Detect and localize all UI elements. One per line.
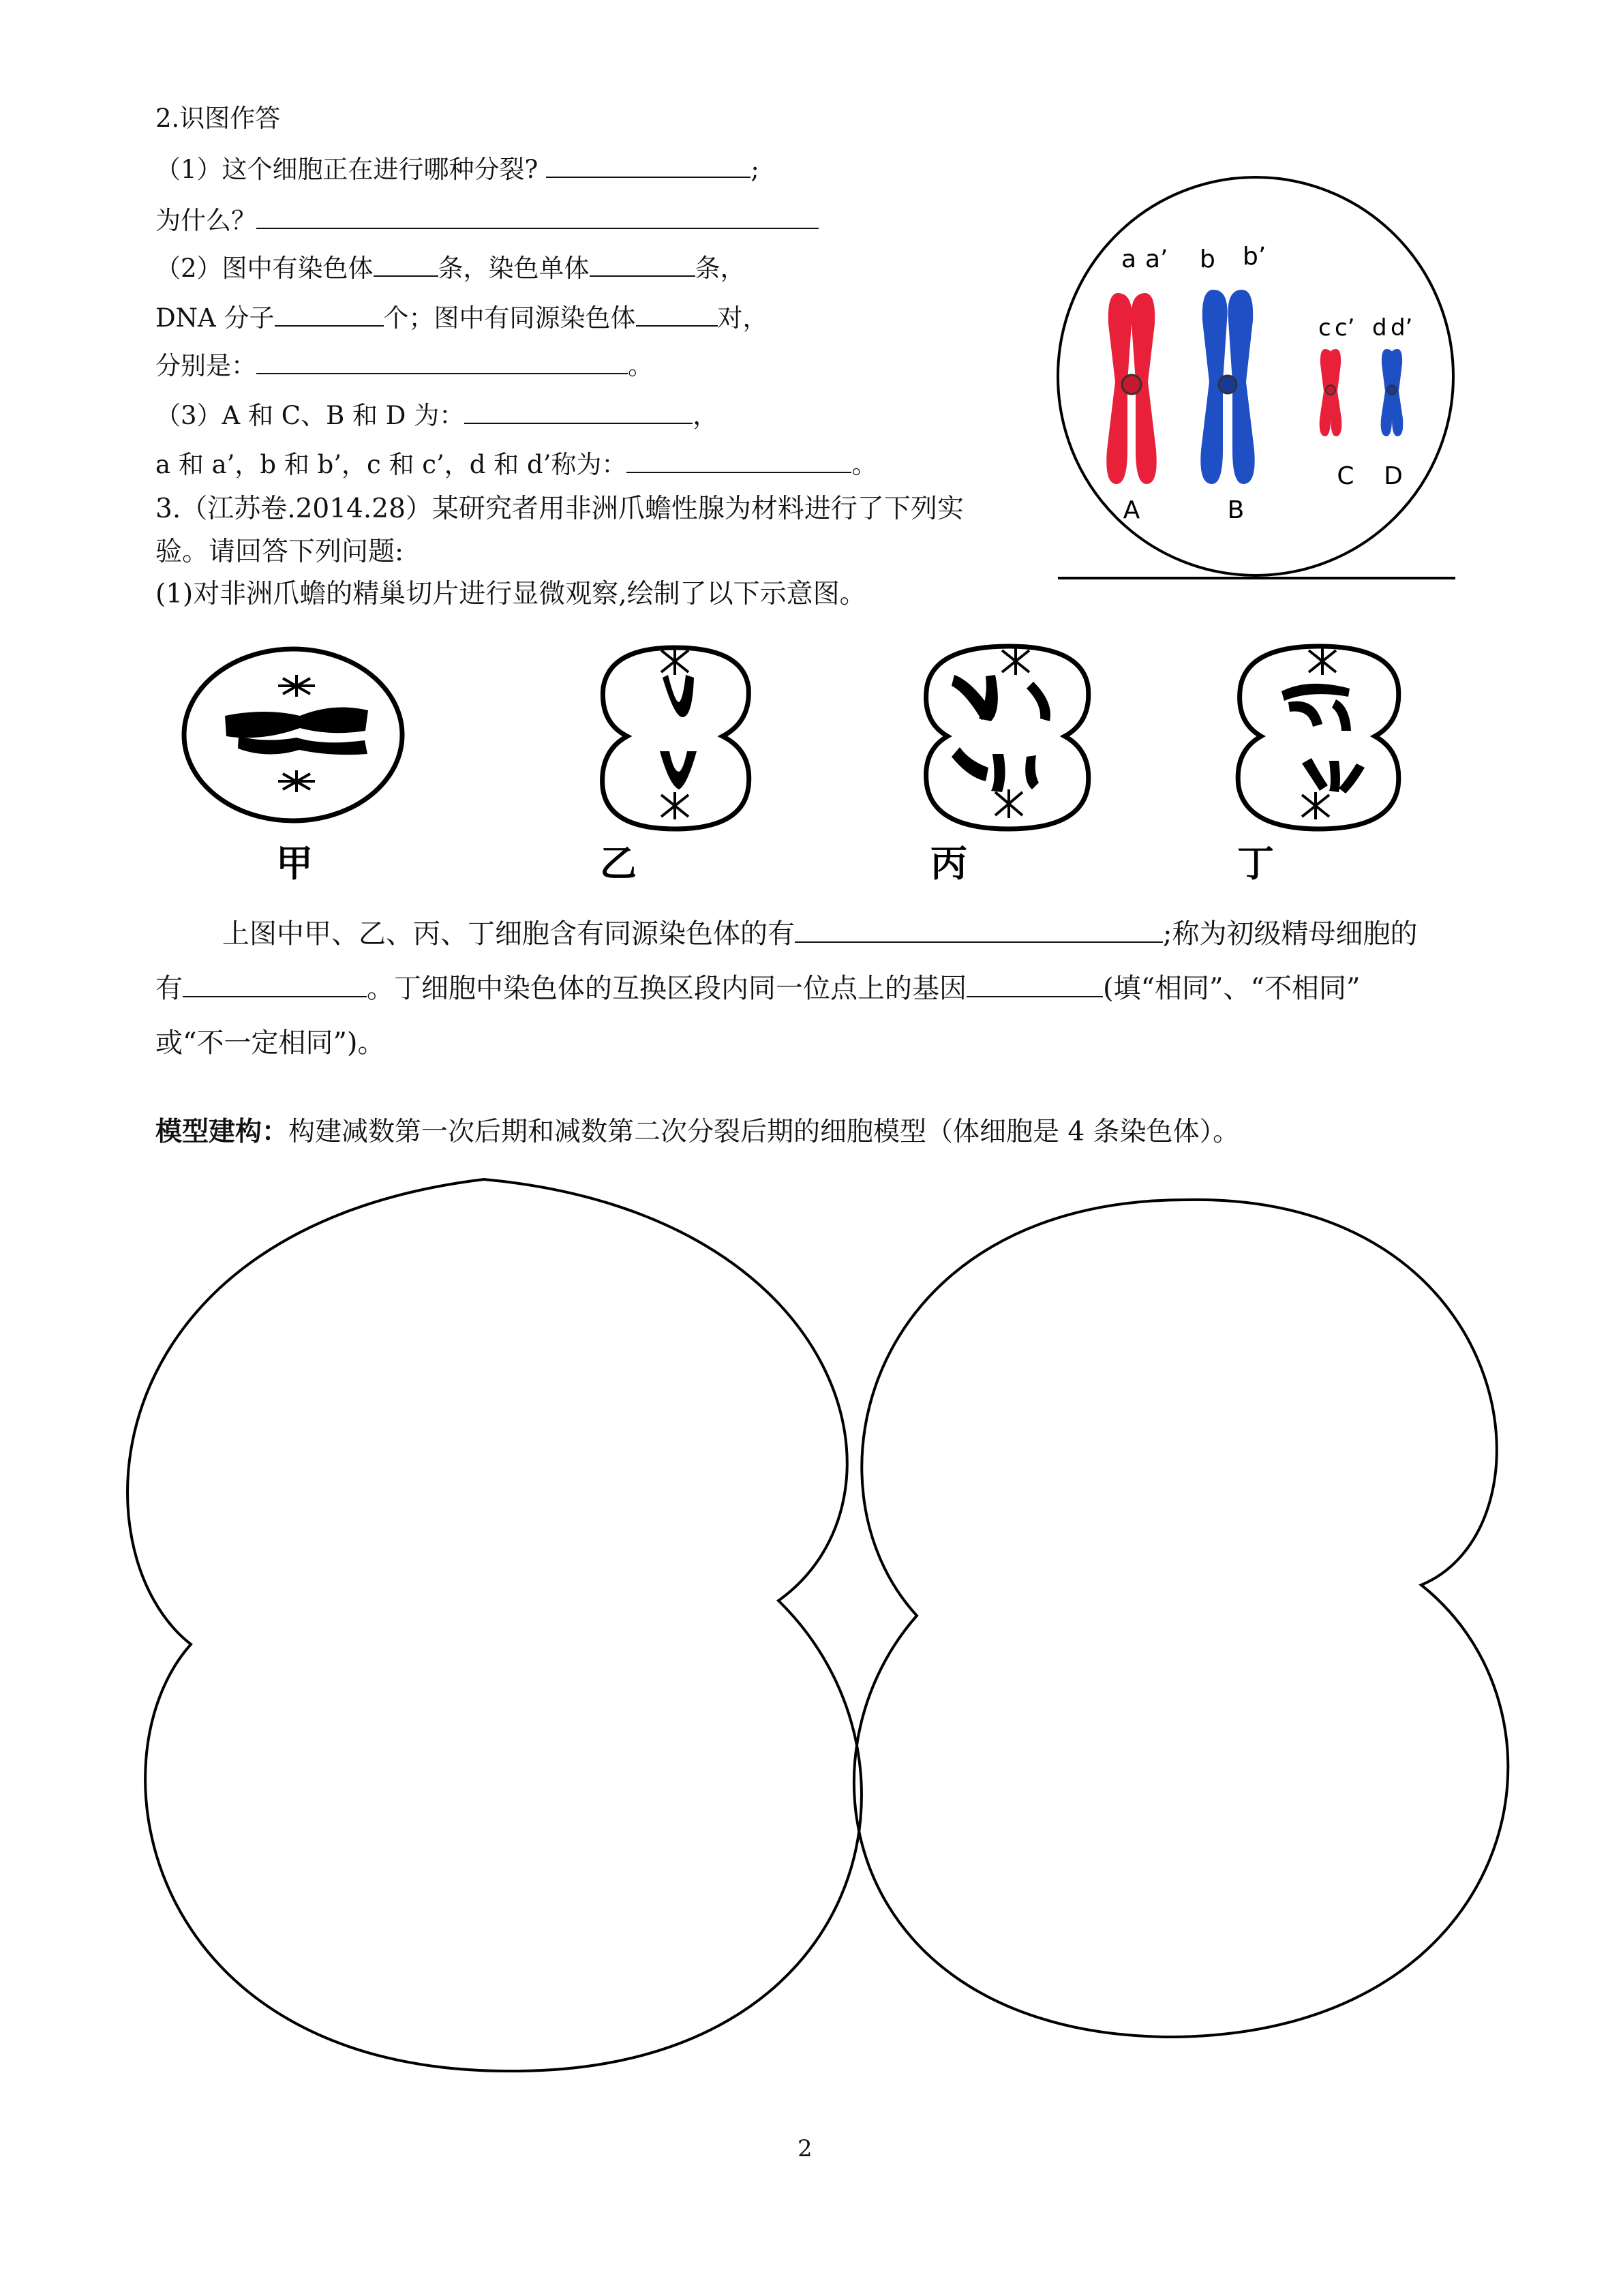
model-cell-right-outline <box>854 1200 1508 2037</box>
q2-line6: （3）A 和 C、B 和 D 为： ， <box>155 401 718 430</box>
answer-blank[interactable] <box>590 254 695 277</box>
cell-bing-icon <box>926 646 1089 829</box>
answer-blank[interactable] <box>256 206 819 229</box>
label-B: B <box>1227 496 1245 524</box>
label-C: C <box>1337 462 1354 490</box>
label-c: c <box>1318 314 1331 342</box>
label-d: d <box>1372 314 1387 342</box>
cell-jia-icon <box>184 649 402 821</box>
label-b: b <box>1200 245 1215 273</box>
q3-paragraph: 上图中甲、乙、丙、丁细胞含有同源染色体的有 ;称为初级精母细胞的 有 。丁细胞中染色体的互换区段内同一位点上的基因 (填“相同”、“不相同” 或“不一定相同”)。 <box>155 918 1418 1059</box>
answer-blank[interactable] <box>183 974 367 997</box>
q3-line3: (1)对非洲爪蟾的精巢切片进行显微观察,绘制了以下示意图。 <box>155 579 866 609</box>
label-bing: 丙 <box>930 842 967 885</box>
q2-line3: （2）图中有染色体 条，染色单体 条， <box>155 254 746 283</box>
q3-line1: 3.（江苏卷.2014.28）某研究者用非洲爪蟾性腺为材料进行了下列实 <box>155 494 964 524</box>
q2-line2: 为什么？ <box>155 206 819 236</box>
q2-line1: （1）这个细胞正在进行哪种分裂? ; <box>155 155 759 184</box>
label-a-prime: a’ <box>1145 245 1168 273</box>
label-jia: 甲 <box>276 842 313 885</box>
label-D: D <box>1384 462 1403 490</box>
answer-blank[interactable] <box>626 450 851 473</box>
q2-heading: 2.识图作答 <box>155 104 281 133</box>
label-yi: 乙 <box>600 842 637 885</box>
cell-chromosome-figure <box>1050 191 1466 586</box>
page-number: 2 <box>798 2135 813 2162</box>
answer-blank[interactable] <box>374 254 438 277</box>
answer-blank[interactable] <box>636 303 718 327</box>
label-d-prime: d’ <box>1391 314 1413 342</box>
q2-line5: 分别是： 。 <box>155 351 653 380</box>
answer-blank[interactable] <box>275 303 384 327</box>
label-a: a <box>1121 245 1137 273</box>
meiosis-cells-figure <box>177 634 1404 859</box>
model-heading: 模型建构：构建减数第一次后期和减数第二次分裂后期的细胞模型（体细胞是 4 条染色体）。 <box>155 1116 1240 1147</box>
model-cell-outlines <box>102 1173 1575 2086</box>
answer-blank[interactable] <box>795 920 1163 943</box>
q3-line2: 验。请回答下列问题: <box>155 537 404 567</box>
label-ding: 丁 <box>1237 842 1274 885</box>
label-c-prime: c’ <box>1335 314 1355 342</box>
q2-line4: DNA 分子 个；图中有同源染色体 对， <box>155 303 768 333</box>
answer-blank[interactable] <box>256 351 628 374</box>
answer-blank[interactable] <box>464 401 693 424</box>
answer-blank[interactable] <box>967 974 1103 997</box>
model-cell-left-outline <box>127 1179 862 2071</box>
label-A: A <box>1123 496 1140 524</box>
cell-ding-icon <box>1238 646 1399 829</box>
cell-yi-icon <box>603 648 749 829</box>
answer-blank[interactable] <box>546 155 750 178</box>
q2-line7: a 和 a’，b 和 b’，c 和 c’，d 和 d’称为： 。 <box>155 450 877 479</box>
label-b-prime: b’ <box>1243 243 1266 271</box>
